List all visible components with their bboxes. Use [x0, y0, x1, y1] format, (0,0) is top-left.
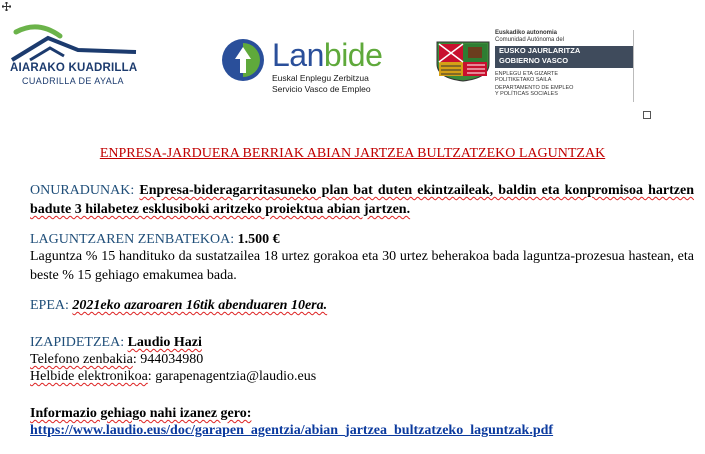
email-address[interactable]: garapenagentzia@laudio.eus [155, 369, 317, 384]
deadline-label: EPEA [30, 298, 65, 313]
deadline-section: EPEA: 2021eko azaroaren 16tik abenduaren 10era. [30, 298, 328, 313]
ayala-name: CUADRILLA DE AYALA [22, 76, 124, 86]
amount-value: 1.500 € [237, 232, 280, 247]
gv-dept-es-1: DEPARTAMENTO DE EMPLEO [495, 85, 574, 91]
amount-label: LAGUNTZAREN ZENBATEKOA: [30, 232, 235, 247]
more-info-link-line [30, 421, 694, 440]
email-line: Helbide elektronikoa: garapenagentzia@laudio.eus [30, 369, 317, 384]
amount-description [30, 247, 694, 285]
deadline-text: 2021eko azaroaren 16tik abenduaren 10era. [72, 298, 328, 313]
lanbide-subtitle-eu: Euskal Enplegu Zerbitzua [272, 73, 369, 83]
beneficiaries-label: ONURADUNAK [30, 183, 131, 198]
resize-handle-icon[interactable] [643, 111, 651, 119]
beneficiaries-text: Enpresa-bideragarritasuneko plan bat duten ekintzaileak, baldin eta konpromisoa hartzen badute 3 hilabetez esklusiboki aritzeko proiektua abian jartzen. [30, 183, 694, 217]
lanbide-subtitle-es: Servicio Vasco de Empleo [272, 84, 371, 94]
amount-text: Laguntza % 15 handituko da sustatzailea 18 urtez gorakoa eta 30 urtez beherakoa bada laguntza-prozesua hastean, eta beste % 15 gehiago emakumea bada. [30, 249, 694, 283]
coat-of-arms-icon [435, 38, 491, 82]
gv-dept-eu-2: POLITIKETAKO SAILA [495, 77, 552, 83]
more-info-link[interactable]: https://www.laudio.eus/doc/garapen_agentzia/abian_jartzea_bultzatzeko_laguntzak.pdf [30, 423, 554, 438]
phone-number[interactable]: 944034980 [140, 352, 204, 367]
gobierno-vasco-logo [435, 30, 640, 106]
phone-label: Telefono zenbakia [30, 352, 133, 367]
gv-header-eu: Euskadiko autonomia [495, 30, 558, 36]
divider [633, 30, 634, 102]
gv-dept-eu-1: ENPLEGU ETA GIZARTE [495, 71, 559, 77]
lanbide-wordmark: Lanbide [272, 37, 383, 73]
aiarako-mountain-icon [8, 22, 198, 62]
gv-name-eu: EUSKO JAURLARITZA [499, 46, 581, 55]
document-title: ENPRESA-JARDUERA BERRIAK ABIAN JARTZEA BULTZATZEKO LAGUNTZAK [99, 146, 606, 161]
move-handle-icon[interactable] [2, 2, 11, 11]
email-label: Helbide elektronikoa [30, 369, 148, 384]
lanbide-arrow-icon [220, 37, 266, 83]
lanbide-logo [218, 35, 393, 97]
more-info-text: Informazio gehiago nahi izanez gero: [30, 406, 252, 421]
procedure-label: IZAPIDETZEA: [30, 335, 125, 350]
gv-dept-es-2: Y POLÍTICAS SOCIALES [495, 91, 558, 97]
gv-name-box [495, 46, 633, 68]
gv-header-es: Comunidad Autónoma del [495, 37, 565, 43]
aiarako-name: AIARAKO KUADRILLA [10, 62, 138, 74]
gv-name-es: GOBIERNO VASCO [499, 56, 569, 65]
aiarako-kuadrilla-logo [8, 22, 198, 88]
procedure-contact-name: Laudio Hazi [127, 335, 202, 350]
phone-line: Telefono zenbakia: 944034980 [30, 352, 204, 367]
beneficiaries-section: ONURADUNAK: Enpresa-bideragarritasuneko plan bat duten ekintzaileak, baldin eta konpromisoa hartzen badute 3 hilabetez esklusiboki aritzeko proiektua abian jartzen. [30, 183, 694, 217]
